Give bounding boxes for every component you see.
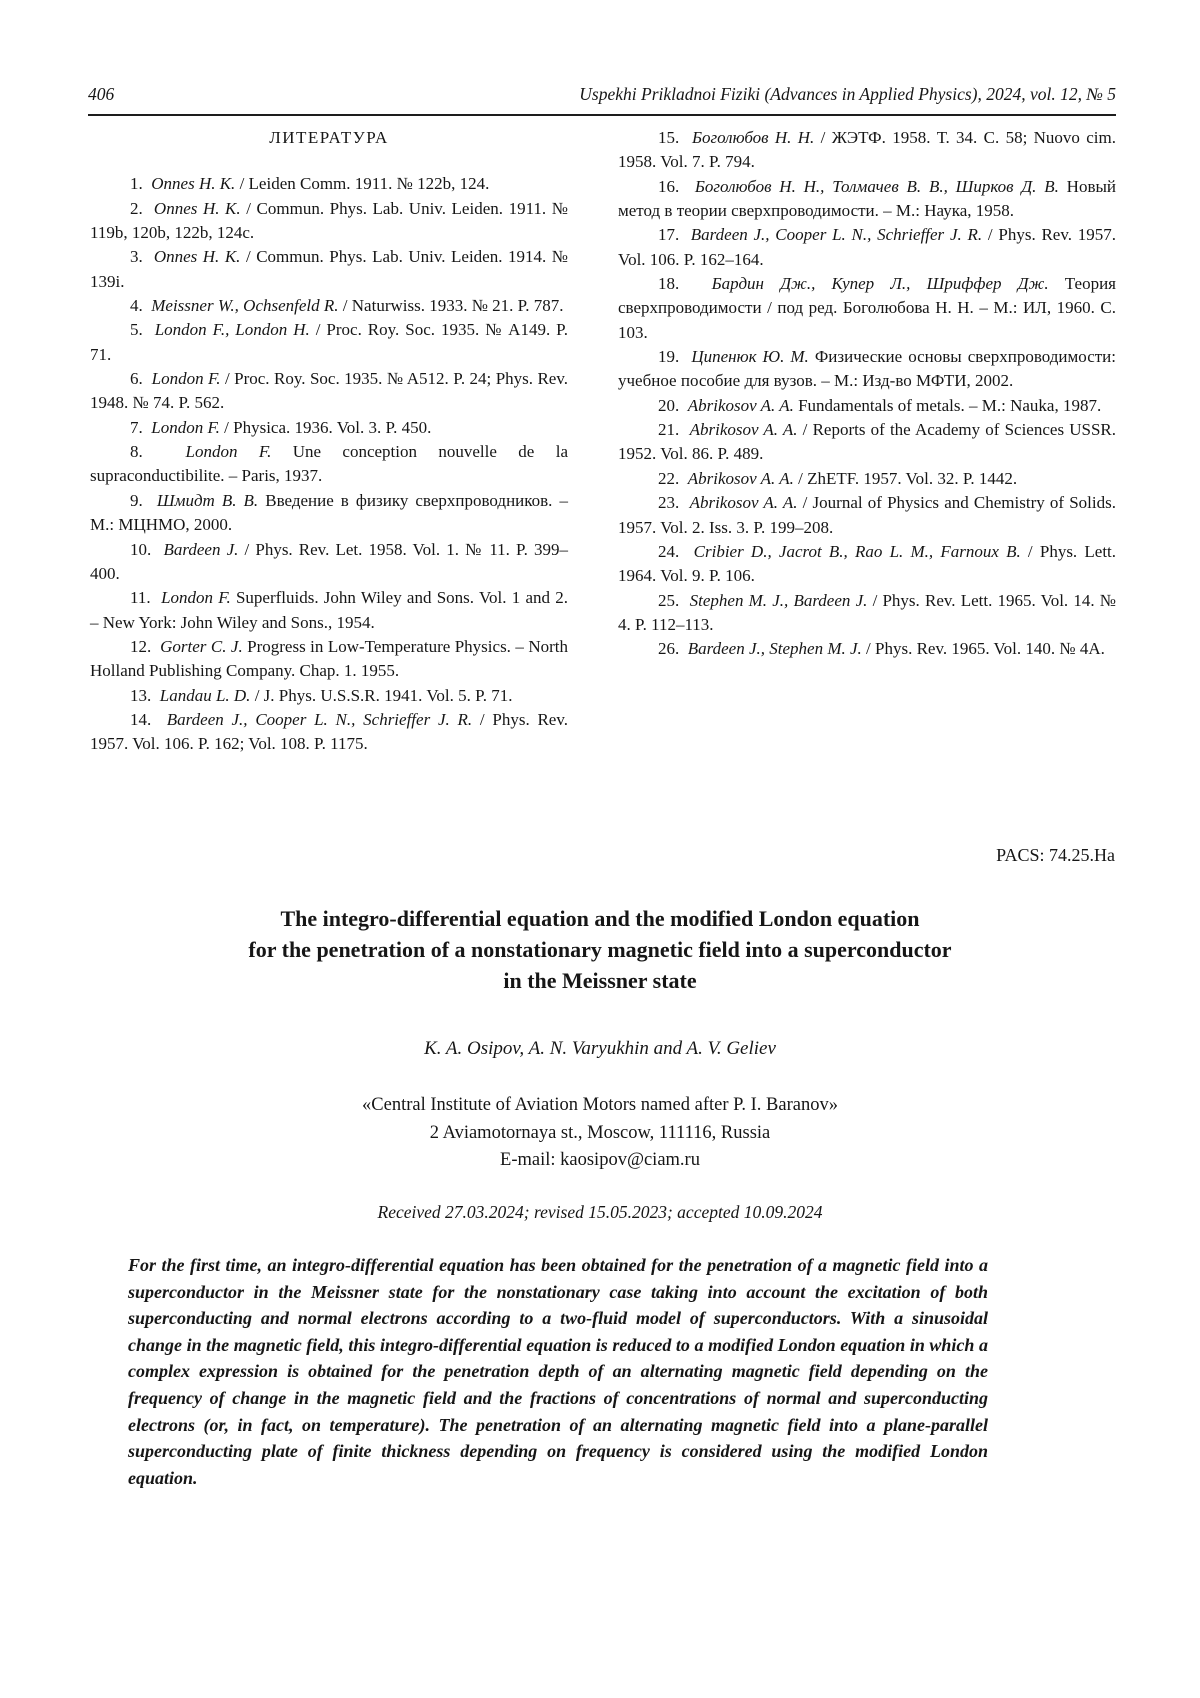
reference-item: 14. Bardeen J., Cooper L. N., Schrieffer J. R. / Phys. Rev. 1957. Vol. 106. P. 162; Vol. 108. P. 1175.	[90, 709, 569, 754]
reference-authors: Bardeen J., Stephen M. J.	[687, 639, 862, 659]
journal-title: Uspekhi Prikladnoi Fiziki (Advances in Applied Physics), 2024, vol. 12, № 5	[579, 84, 1116, 104]
references-section	[90, 126, 1116, 757]
reference-item: 3. Onnes H. K. / Commun. Phys. Lab. Univ. Leiden. 1914. № 139i.	[90, 247, 568, 291]
reference-item: 5. London F., London H. / Proc. Roy. Soc. 1935. № A149. P. 71.	[90, 320, 568, 364]
reference-item: 26. Bardeen J., Stephen M. J. / Phys. Rev. 1965. Vol. 140. № 4A.	[658, 639, 1105, 659]
references-left-column	[90, 126, 568, 757]
reference-item: 15. Боголюбов Н. Н. / ЖЭТФ. 1958. Т. 34. С. 58; Nuovo cim. 1958. Vol. 7. P. 794.	[618, 128, 1117, 172]
reference-authors: Шмидт В. В.	[156, 490, 259, 510]
reference-authors: London F.	[185, 442, 272, 462]
reference-item: 22. Abrikosov A. A. / ZhETF. 1957. Vol. 32. P. 1442.	[658, 468, 1018, 488]
reference-item: 19. Ципенюк Ю. М. Физические основы сверхпроводимости: учебное пособие для вузов. – М.: Изд-во МФТИ, 2002.	[618, 347, 1117, 391]
reference-item: 25. Stephen M. J., Bardeen J. / Phys. Rev. Lett. 1965. Vol. 14. № 4. P. 112–113.	[618, 590, 1117, 634]
reference-authors: Бардин Дж., Купер Л., Шриффер Дж.	[711, 274, 1049, 294]
reference-authors: Боголюбов Н. Н., Толмачев В. В., Ширков Д. В.	[694, 176, 1059, 196]
reference-authors: Боголюбов Н. Н.	[691, 128, 815, 147]
affiliation-line: 2 Aviamotornaya st., Moscow, 111116, Russia	[429, 1122, 771, 1143]
references-right-column	[618, 126, 1116, 757]
reference-authors: London F.	[161, 588, 231, 608]
pacs-code: PACS: 74.25.Ha	[996, 845, 1115, 865]
reference-authors: Ципенюк Ю. М.	[691, 347, 809, 367]
reference-authors: Onnes H. K.	[153, 198, 241, 218]
reference-authors: Bardeen J., Cooper L. N., Schrieffer J. R.	[690, 225, 983, 245]
reference-authors: Abrikosov A. A.	[687, 468, 794, 488]
reference-item: 6. London F. / Proc. Roy. Soc. 1935. № A512. P. 24; Phys. Rev. 1948. № 74. P. 562.	[90, 369, 568, 413]
reference-item: 21. Abrikosov A. A. / Reports of the Academy of Sciences USSR. 1952. Vol. 86. P. 489.	[618, 420, 1116, 464]
reference-item: 10. Bardeen J. / Phys. Rev. Let. 1958. Vol. 1. № 11. P. 399–400.	[90, 539, 569, 583]
received-dates: Received 27.03.2024; revised 15.05.2023; accepted 10.09.2024	[377, 1202, 823, 1222]
reference-authors: Bardeen J.	[163, 539, 239, 559]
reference-authors: Abrikosov A. A.	[687, 395, 794, 415]
reference-item: 1. Onnes H. K. / Leiden Comm. 1911. № 122b, 124.	[130, 174, 490, 194]
reference-list-left	[90, 172, 568, 756]
reference-item: 12. Gorter C. J. Progress in Low-Temperature Physics. – North Holland Publishing Company. Chap. 1. 1955.	[90, 636, 568, 681]
reference-authors: Gorter C. J.	[160, 636, 243, 656]
reference-authors: Abrikosov A. A.	[689, 493, 798, 513]
reference-item: 9. Шмидт В. В. Введение в физику сверхпроводников. – М.: МЦНМО, 2000.	[90, 490, 568, 535]
article-title	[85, 903, 1115, 996]
reference-authors: Landau L. D.	[159, 685, 251, 705]
reference-list-right	[618, 126, 1116, 662]
reference-item: 20. Abrikosov A. A. Fundamentals of metals. – M.: Nauka, 1987.	[658, 395, 1102, 415]
reference-authors: Cribier D., Jacrot B., Rao L. M., Farnoux B.	[693, 541, 1021, 561]
page-number: 406	[88, 84, 115, 104]
affiliation	[85, 1092, 1115, 1175]
reference-item: 4. Meissner W., Ochsenfeld R. / Naturwiss. 1933. № 21. P. 787.	[130, 296, 564, 316]
reference-authors: London F., London H.	[154, 320, 310, 340]
reference-item: 7. London F. / Physica. 1936. Vol. 3. P. 450.	[130, 417, 432, 437]
affiliation-line: E-mail: kaosipov@ciam.ru	[500, 1150, 700, 1170]
reference-item: 13. Landau L. D. / J. Phys. U.S.S.R. 1941. Vol. 5. P. 71.	[130, 685, 513, 705]
article-title-line: for the penetration of a nonstationary magnetic field into a superconductor	[248, 937, 952, 962]
reference-authors: Abrikosov A. A.	[689, 420, 798, 440]
reference-item: 2. Onnes H. K. / Commun. Phys. Lab. Univ. Leiden. 1911. № 119b, 120b, 122b, 124c.	[90, 198, 568, 243]
reference-authors: Onnes H. K.	[151, 174, 236, 194]
reference-item: 17. Bardeen J., Cooper L. N., Schrieffer J. R. / Phys. Rev. 1957. Vol. 106. P. 162–164.	[618, 225, 1117, 269]
reference-authors: London F.	[151, 417, 220, 437]
reference-authors: Stephen M. J., Bardeen J.	[689, 590, 868, 610]
reference-item: 16. Боголюбов Н. Н., Толмачев В. В., Ширков Д. В. Новый метод в теории сверхпроводимости. – М.: Наука, 1958.	[618, 176, 1117, 221]
reference-item: 23. Abrikosov A. A. / Journal of Physics and Chemistry of Solids. 1957. Vol. 2. Iss. 3. P. 199–208.	[618, 493, 1116, 537]
article-title-line: The integro-differential equation and the modified London equation	[280, 906, 920, 931]
page-header	[88, 84, 1116, 116]
reference-authors: London F.	[151, 369, 221, 389]
reference-authors: Meissner W., Ochsenfeld R.	[151, 296, 339, 316]
reference-item: 11. London F. Superfluids. John Wiley and Sons. Vol. 1 and 2. – New York: John Wiley and Sons., 1954.	[90, 588, 568, 632]
abstract: For the first time, an integro-differential equation has been obtained for the penetration of a magnetic field into a superconductor in the Meissner state for the nonstationary case taking into account the excitation of both superconducting and normal electrons according to a two-fluid model of superconductors. With a sinusoidal change in the magnetic field, this integro-differential equation is reduced to a modified London equation in which a complex expression is obtained for the penetration depth of an alternating magnetic field depending on the frequency of change in the magnetic field and the fractions of concentrations of normal and superconducting electrons (or, in fact, on temperature). The penetration of an alternating magnetic field into a plane-parallel superconducting plate of finite thickness depending on frequency is considered using the modified London equation.	[128, 1255, 988, 1488]
references-heading: ЛИТЕРАТУРА	[269, 128, 389, 147]
article-title-line: in the Meissner state	[503, 968, 697, 993]
article-authors: K. A. Osipov, A. N. Varyukhin and A. V. Geliev	[424, 1038, 776, 1059]
reference-item: 8. London F. Une conception nouvelle de la supraconductibilite. – Paris, 1937.	[90, 442, 569, 486]
affiliation-line: «Central Institute of Aviation Motors named after P. I. Baranov»	[362, 1095, 838, 1115]
reference-authors: Onnes H. K.	[153, 247, 241, 267]
reference-item: 18. Бардин Дж., Купер Л., Шриффер Дж. Теория сверхпроводимости / под ред. Боголюбова Н. Н. – М.: ИЛ, 1960. С. 103.	[618, 274, 1116, 342]
reference-item: 24. Cribier D., Jacrot B., Rao L. M., Farnoux B. / Phys. Lett. 1964. Vol. 9. P. 106.	[618, 541, 1117, 586]
reference-authors: Bardeen J., Cooper L. N., Schrieffer J. R.	[166, 709, 473, 729]
